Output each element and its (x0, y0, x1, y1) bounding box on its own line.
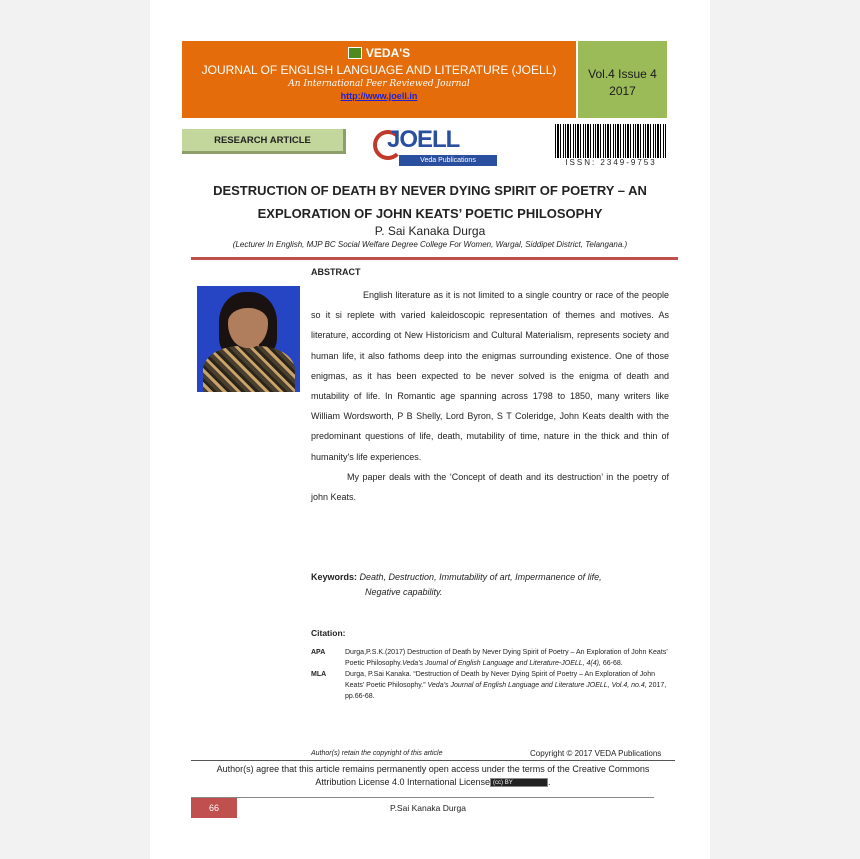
logo-band: Veda Publications (399, 155, 497, 166)
page-number: 66 (191, 798, 237, 818)
author-name: P. Sai Kanaka Durga (374, 224, 486, 238)
issn-number: ISSN: 2349-9753 (565, 158, 657, 167)
citation-mla: MLA Durga, P.Sai Kanaka. “Destruction of Death by Never Dying Spirit of Poetry – An Exploration of John Keats’ Poetic Philosophy.” Veda’s Journal of English Language and Literature JOELL, Vol.4, no.4, 2017, pp.66-68. (311, 671, 667, 700)
org-name: VEDA'S (365, 46, 411, 60)
journal-header (182, 41, 576, 118)
page-footer-rule (191, 797, 654, 798)
keywords-line-2: Negative capability. (365, 587, 443, 597)
title-line-2: EXPLORATION OF JOHN KEATS’ POETIC PHILOSOPHY (257, 206, 603, 221)
license-text: Author(s) agree that this article remains permanently open access under the terms of the Creative Commons Attribution License 4.0 International License (cc) BY . (216, 764, 650, 787)
keywords (311, 570, 669, 600)
copyright-publisher: Copyright © 2017 VEDA Publications (530, 749, 662, 758)
divider (191, 257, 678, 260)
abstract-paragraph-2: My paper deals with the ‘Concept of death and its destruction’ in the poetry of john Keats. (311, 471, 669, 503)
veda-logo-icon (348, 47, 362, 59)
barcode-icon (555, 124, 667, 158)
volume-box (578, 41, 667, 118)
title-line-1: DESTRUCTION OF DEATH BY NEVER DYING SPIRIT OF POETRY – AN (213, 183, 647, 198)
citation-apa: APA Durga,P.S.K.(2017) Destruction of Death by Never Dying Spirit of Poetry – An Exploration of John Keats’ Poetic Philosophy.Veda’s Journal of English Language and Literature-JOELL, 4(4), 66-68. (311, 649, 668, 667)
volume-year: 2017 (609, 84, 636, 98)
copyright-note: Author(s) retain the copyright of this article (311, 750, 443, 757)
research-article-label: RESEARCH ARTICLE (182, 129, 346, 154)
article-title (190, 179, 670, 225)
cc-by-icon[interactable]: (cc) BY (490, 778, 548, 787)
author-photo (197, 286, 300, 392)
citation-heading: Citation: (311, 628, 346, 638)
joell-logo (371, 124, 501, 167)
logo-text: JOELL (387, 126, 460, 153)
keywords-label: Keywords: (311, 572, 358, 582)
running-author: P.Sai Kanaka Durga (390, 803, 466, 813)
journal-title: JOURNAL OF ENGLISH LANGUAGE AND LITERATURE (JOELL) (201, 63, 557, 77)
apa-label: APA (311, 649, 326, 656)
footer-divider (191, 760, 675, 761)
mla-label: MLA (311, 671, 327, 678)
author-affiliation: (Lecturer In English, MJP BC Social Welfare Degree College For Women, Wargal, Siddipet District, Telangana.) (232, 240, 628, 249)
volume-issue: Vol.4 Issue 4 (588, 67, 657, 81)
journal-url-link[interactable]: http://www.joell.in (340, 91, 418, 101)
keywords-line-1: Death, Destruction, Immutability of art, Impermanence of life, (359, 572, 602, 582)
abstract-body (311, 285, 669, 507)
issn-barcode (555, 124, 667, 168)
abstract-heading: ABSTRACT (311, 267, 361, 277)
journal-subtitle: An International Peer Reviewed Journal (288, 79, 470, 89)
abstract-paragraph-1: English literature as it is not limited to a single country or race of the people so it si replete with varied kaleidoscopic representation of themes and motives. As literature, according ot New Historicism and Cultural Materialism, represents society and human life, it also fathoms deep into the enigmas surrounding existence. One of those enigmas, as it has been expected to be never solved is the enigma of death and mutability of life. In Romantic age spanning across 1798 to 1850, many writers like William Wordsworth, P B Shelly, Lord Byron, S T Coleridge, John Keats dealth with the predominant questions of life, death, mutability of time, nature in the thick and thin of humanity's life experiences. (311, 290, 669, 462)
